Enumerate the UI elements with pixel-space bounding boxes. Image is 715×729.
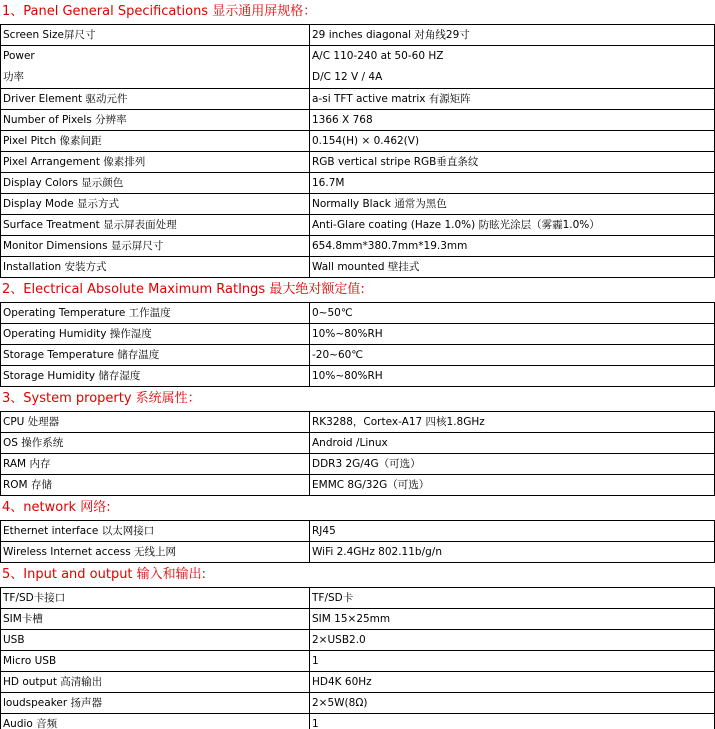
table-row [1,324,715,345]
spec-value: 1366 X 768 [310,110,715,131]
spec-label: Audio 音频 [1,714,310,729]
spec-value: 0.154(H) × 0.462(V) [310,131,715,152]
spec-label: OS 操作系统 [1,433,310,454]
spec-label: SIM卡槽 [1,609,310,630]
table-row [1,609,715,630]
table-row [1,588,715,609]
spec-value: TF/SD卡 [310,588,715,609]
spec-value-line: A/C 110-240 at 50-60 HZ [312,50,444,62]
spec-value: 654.8mm*380.7mm*19.3mm [310,236,715,257]
spec-table [0,520,715,563]
spec-label: Storage Humidity 储存湿度 [1,366,310,387]
table-row [1,46,715,89]
spec-label: Ethernet interface 以太网接口 [1,521,310,542]
spec-value: RJ45 [310,521,715,542]
spec-label: Display Colors 显示颜色 [1,173,310,194]
spec-value: -20~60℃ [310,345,715,366]
spec-value: Wall mounted 壁挂式 [310,257,715,278]
table-row [1,215,715,236]
spec-label: TF/SD卡接口 [1,588,310,609]
table-row [1,152,715,173]
spec-value: 10%~80%RH [310,324,715,345]
spec-value: 10%~80%RH [310,366,715,387]
spec-value: HD4K 60Hz [310,672,715,693]
spec-label: loudspeaker 扬声器 [1,693,310,714]
spec-label: Wireless Internet access 无线上网 [1,542,310,563]
section-title: 5、Input and output 输入和输出: [2,567,207,582]
table-row [1,236,715,257]
spec-label: Monitor Dimensions 显示屏尺寸 [1,236,310,257]
spec-label: Screen Size屏尺寸 [1,25,310,46]
spec-label: USB [1,630,310,651]
spec-value: Anti-Glare coating (Haze 1.0%) 防眩光涂层（雾霾1.0%） [310,215,715,236]
spec-label: CPU 处理器 [1,412,310,433]
table-row [1,714,715,729]
spec-label: Installation 安装方式 [1,257,310,278]
spec-label: Display Mode 显示方式 [1,194,310,215]
spec-value: 29 inches diagonal 对角线29寸 [310,25,715,46]
spec-label: Operating Temperature 工作温度 [1,303,310,324]
spec-value: 0~50℃ [310,303,715,324]
spec-label: Storage Temperature 储存温度 [1,345,310,366]
spec-table [0,411,715,496]
table-row [1,303,715,324]
spec-value: Android /Linux [310,433,715,454]
section-title: 1、Panel General Specifications 显示通用屏规格： [2,4,317,19]
spec-label: Micro USB [1,651,310,672]
table-row [1,521,715,542]
section-title: 3、System property 系统属性： [2,391,201,406]
spec-label [1,46,310,89]
table-row [1,693,715,714]
spec-value: EMMC 8G/32G（可选） [310,475,715,496]
spec-table [0,587,715,729]
table-row [1,110,715,131]
table-row [1,475,715,496]
spec-value: 1 [310,651,715,672]
spec-value: 16.7M [310,173,715,194]
table-row [1,173,715,194]
spec-table [0,302,715,387]
spec-value: 2×5W(8Ω) [310,693,715,714]
spec-label-line: Power [3,50,35,62]
table-row [1,651,715,672]
spec-label: ROM 存储 [1,475,310,496]
spec-value: SIM 15×25mm [310,609,715,630]
section-title: 4、network 网络: [2,500,111,515]
spec-label: RAM 内存 [1,454,310,475]
table-row [1,433,715,454]
spec-label-line: 功率 [3,71,24,83]
spec-value: WiFi 2.4GHz 802.11b/g/n [310,542,715,563]
spec-label: Number of Pixels 分辨率 [1,110,310,131]
table-row [1,630,715,651]
table-row [1,25,715,46]
table-row [1,257,715,278]
spec-value-line: D/C 12 V / 4A [312,71,383,83]
spec-value: a-si TFT active matrix 有源矩阵 [310,89,715,110]
spec-value: Normally Black 通常为黑色 [310,194,715,215]
spec-value: DDR3 2G/4G（可选） [310,454,715,475]
spec-table [0,24,715,278]
table-row [1,454,715,475]
table-row [1,412,715,433]
spec-value: RGB vertical stripe RGB垂直条纹 [310,152,715,173]
table-row [1,89,715,110]
spec-value: 2×USB2.0 [310,630,715,651]
table-row [1,345,715,366]
table-row [1,672,715,693]
spec-label: HD output 高清输出 [1,672,310,693]
spec-value [310,46,715,89]
section-title: 2、Electrical Absolute Maximum RatIngs 最大绝对额定值: [2,282,365,297]
table-row [1,366,715,387]
spec-value: RK3288，Cortex-A17 四核1.8GHz [310,412,715,433]
spec-label: Surface Treatment 显示屏表面处理 [1,215,310,236]
spec-label: Operating Humidity 操作湿度 [1,324,310,345]
spec-label: Driver Element 驱动元件 [1,89,310,110]
spec-value: 1 [310,714,715,729]
table-row [1,131,715,152]
table-row [1,194,715,215]
spec-label: Pixel Arrangement 像素排列 [1,152,310,173]
table-row [1,542,715,563]
spec-label: Pixel Pitch 像素间距 [1,131,310,152]
